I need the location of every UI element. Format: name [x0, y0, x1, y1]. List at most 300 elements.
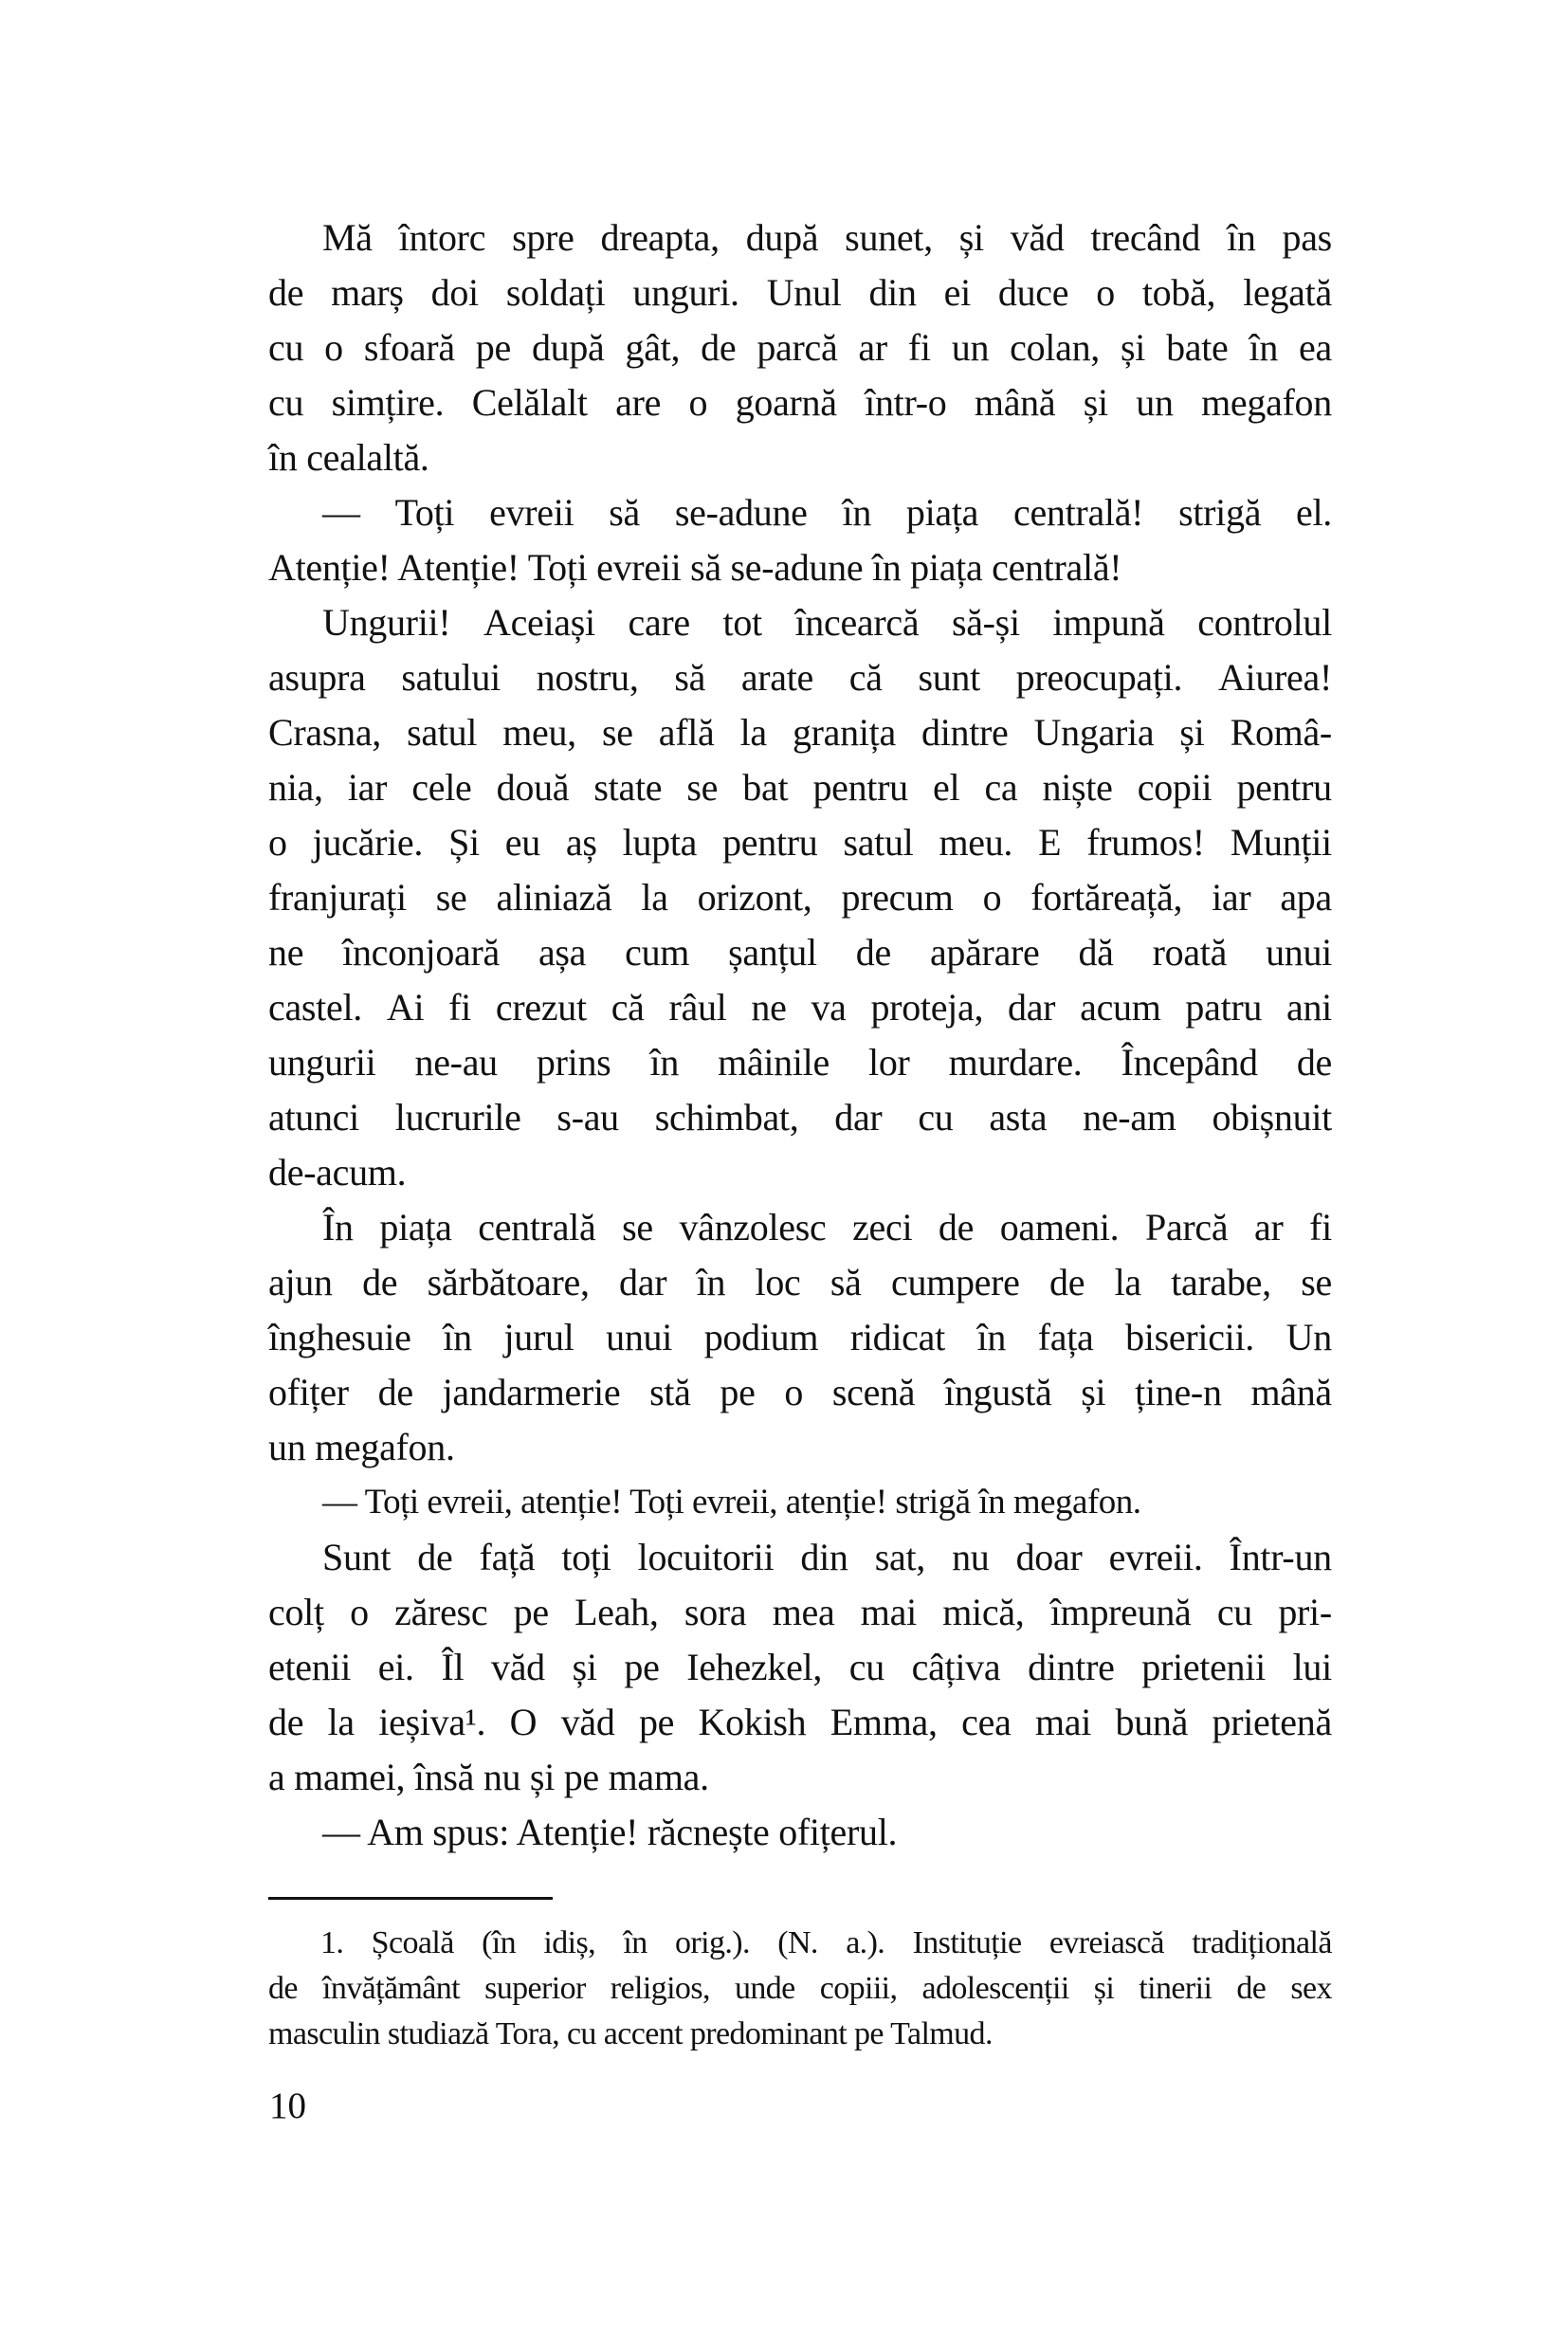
word: ei.	[377, 1646, 414, 1688]
word: precum	[841, 876, 954, 919]
word: Un	[1285, 1316, 1332, 1358]
word: care	[628, 601, 690, 644]
word: așa	[538, 931, 587, 974]
footnote-separator-rule	[268, 1897, 553, 1900]
word: murdare.	[948, 1041, 1083, 1084]
word: de	[417, 1536, 453, 1578]
word: în	[649, 1041, 680, 1084]
word: îngustă	[944, 1371, 1052, 1413]
word: fortăreață,	[1030, 876, 1183, 919]
word: dreapta,	[600, 216, 720, 259]
text-line	[268, 1585, 1332, 1640]
word: soldați	[505, 271, 606, 314]
word: pentru	[722, 821, 818, 864]
word: unui	[1266, 931, 1332, 974]
word: ne-au	[414, 1041, 498, 1084]
word: mai	[1034, 1701, 1092, 1743]
word: crezut	[495, 986, 587, 1029]
word: apărare	[929, 931, 1040, 974]
word: pentru	[1236, 766, 1332, 809]
word: pe	[624, 1646, 660, 1688]
word: râul	[668, 986, 727, 1029]
word: frumos!	[1086, 821, 1205, 864]
word: franjurați	[268, 876, 407, 919]
word: niște	[1042, 766, 1113, 809]
word: ani	[1286, 986, 1332, 1029]
word: apa	[1280, 876, 1332, 919]
word: lupta	[622, 821, 698, 864]
word: de	[938, 1206, 975, 1248]
word: ungurii	[268, 1041, 376, 1084]
word: idiș,	[543, 1925, 596, 1960]
word: Crasna,	[268, 711, 381, 754]
word: dintre	[1028, 1646, 1115, 1688]
word: jurul	[503, 1316, 574, 1358]
word: de	[701, 326, 737, 369]
text-line	[268, 925, 1332, 980]
word: să	[674, 656, 706, 699]
text-line	[268, 1966, 1332, 2012]
text-line	[268, 1255, 1332, 1310]
word: Și	[448, 821, 480, 864]
word: Toți	[394, 491, 455, 534]
text-line	[268, 210, 1332, 265]
word: strigă	[1178, 491, 1262, 534]
word: dar	[834, 1096, 883, 1139]
word: Ungaria	[1033, 711, 1155, 754]
word: se	[1301, 1261, 1332, 1303]
word: o	[784, 1371, 804, 1413]
word: sărbătoare,	[427, 1261, 590, 1303]
word: lui	[1292, 1646, 1332, 1688]
word: în	[1227, 216, 1256, 259]
word: va	[811, 986, 847, 1029]
word: Kokish	[698, 1701, 807, 1743]
word: locuitorii	[637, 1536, 775, 1578]
word: doi	[430, 271, 479, 314]
word: în	[696, 1261, 726, 1303]
word: de	[268, 271, 304, 314]
word: în	[623, 1925, 647, 1960]
word: o	[982, 876, 1002, 919]
word: de	[1296, 1041, 1332, 1084]
word: state	[593, 766, 663, 809]
text-line	[268, 980, 1332, 1035]
word: prietenii	[1141, 1646, 1266, 1688]
paragraph	[268, 1475, 1332, 1530]
word: tobă,	[1141, 271, 1216, 314]
word: ne-am	[1083, 1096, 1176, 1139]
text-line	[268, 705, 1332, 760]
word: copiii,	[819, 1971, 898, 2006]
word: sex	[1290, 1971, 1332, 2006]
word: cum	[625, 931, 690, 974]
word: Aceiași	[483, 601, 595, 644]
word: sunt	[918, 656, 980, 699]
word: etenii	[268, 1646, 352, 1688]
word: Sunt	[322, 1536, 392, 1578]
word: se	[686, 766, 719, 809]
word: —	[322, 491, 360, 534]
body-text	[268, 210, 1332, 1860]
word: meu.	[939, 821, 1013, 864]
word: nu	[952, 1536, 990, 1578]
word: satul	[407, 711, 478, 754]
word: legată	[1243, 271, 1332, 314]
word: pe	[475, 326, 511, 369]
word: el	[933, 766, 960, 809]
word: fi	[448, 986, 471, 1029]
word: zăresc	[394, 1591, 488, 1633]
text-line	[268, 1530, 1332, 1585]
word: vânzolesc	[679, 1206, 827, 1248]
word: ține-n	[1135, 1371, 1222, 1413]
word: O	[509, 1701, 538, 1743]
text-line	[268, 1200, 1332, 1255]
word: centrală!	[1013, 491, 1144, 534]
word: ar	[1253, 1206, 1284, 1248]
word: câțiva	[911, 1646, 1001, 1688]
word: spre	[512, 216, 574, 259]
paragraph	[268, 595, 1332, 1200]
word: din	[868, 271, 917, 314]
text-line: a mamei, însă nu și pe mama.	[268, 1756, 709, 1798]
word: Școală	[371, 1925, 454, 1960]
word: iar	[1212, 876, 1251, 919]
word: atunci	[268, 1096, 359, 1139]
word: trecând	[1090, 216, 1201, 259]
word: o	[324, 326, 343, 369]
word: ieșiva¹.	[378, 1701, 486, 1743]
word: bisericii.	[1125, 1316, 1254, 1358]
word: piața	[379, 1206, 452, 1248]
word: se	[435, 876, 467, 919]
word: 1.	[320, 1925, 344, 1960]
word: scenă	[831, 1371, 916, 1413]
word: fața	[1037, 1316, 1094, 1358]
word: Ai	[386, 986, 425, 1029]
page-number: 10	[269, 2086, 306, 2126]
word: marș	[331, 271, 404, 314]
word: ar	[858, 326, 887, 369]
text-line: un megafon.	[268, 1426, 455, 1468]
word: ea	[1299, 326, 1332, 369]
word: oameni.	[999, 1206, 1120, 1248]
word: bate	[1166, 326, 1229, 369]
word: Aiurea!	[1217, 656, 1332, 699]
text-line	[268, 1695, 1332, 1750]
word: cu	[918, 1096, 954, 1139]
text-line	[268, 265, 1332, 320]
word: la	[1114, 1261, 1141, 1303]
word: la	[641, 876, 668, 919]
text-line	[268, 760, 1332, 815]
word: lor	[868, 1041, 910, 1084]
word: văd	[560, 1701, 615, 1743]
paragraph	[268, 210, 1332, 485]
word: de	[268, 1701, 304, 1743]
word: simțire.	[331, 381, 445, 424]
word: și	[1093, 1971, 1115, 2006]
word: se	[622, 1206, 653, 1248]
word: Emma,	[830, 1701, 938, 1743]
word: dar	[619, 1261, 667, 1303]
text-line	[268, 870, 1332, 925]
word: ca	[984, 766, 1018, 809]
word: proteja,	[870, 986, 984, 1029]
word: să	[830, 1261, 862, 1303]
word: ne	[268, 931, 304, 974]
word: și	[1081, 1371, 1106, 1413]
word: impună	[1052, 601, 1165, 644]
word: Munții	[1230, 821, 1332, 864]
text-line: masculin studiază Tora, cu accent predominant pe Talmud.	[268, 2016, 993, 2051]
word: șanțul	[728, 931, 817, 974]
text-line	[268, 1921, 1332, 1966]
word: de	[362, 1261, 398, 1303]
word: Mă	[322, 216, 373, 259]
word: mai	[860, 1591, 917, 1633]
text-line: de-acum.	[268, 1151, 407, 1194]
word: să	[609, 491, 640, 534]
word: ajun	[268, 1261, 333, 1303]
word: duce	[997, 271, 1069, 314]
word: ofițer	[268, 1371, 349, 1413]
word: s-au	[556, 1096, 619, 1139]
word: sunet,	[845, 216, 933, 259]
word: două	[496, 766, 570, 809]
paragraph	[268, 1530, 1332, 1805]
word: podium	[703, 1316, 819, 1358]
word: după	[531, 326, 605, 369]
word: jandarmerie	[442, 1371, 621, 1413]
word: satului	[401, 656, 501, 699]
word: un	[1136, 381, 1174, 424]
word: pe	[720, 1371, 756, 1413]
word: față	[479, 1536, 536, 1578]
word: prietenă	[1212, 1701, 1332, 1743]
word: află	[658, 711, 715, 754]
word: Leah,	[574, 1591, 659, 1633]
word: de	[268, 1971, 298, 2006]
text-line	[268, 815, 1332, 870]
paragraph	[268, 1805, 1332, 1860]
text-line: în cealaltă.	[268, 436, 429, 479]
word: pri-	[1278, 1591, 1332, 1633]
word: orizont,	[697, 876, 812, 919]
word: dintre	[921, 711, 1009, 754]
word: aș	[565, 821, 597, 864]
word: văd	[1010, 216, 1065, 259]
word: unui	[606, 1316, 673, 1358]
word: bat	[742, 766, 789, 809]
word: colț	[268, 1591, 324, 1633]
word: Începând	[1121, 1041, 1258, 1084]
footnote-text	[268, 1921, 1332, 2057]
word: mână	[974, 381, 1056, 424]
word: goarnă	[735, 381, 837, 424]
text-line	[268, 1640, 1332, 1695]
word: doar	[1015, 1536, 1083, 1578]
word: piața	[905, 491, 979, 534]
word: bună	[1115, 1701, 1189, 1743]
word: o	[268, 821, 287, 864]
word: E	[1038, 821, 1062, 864]
word: prins	[536, 1041, 611, 1084]
word: evreii.	[1108, 1536, 1203, 1578]
word: centrală	[478, 1206, 596, 1248]
word: orig.).	[674, 1925, 750, 1960]
word: fi	[1309, 1206, 1332, 1248]
word: preocupați.	[1015, 656, 1183, 699]
word: obișnuit	[1212, 1096, 1332, 1139]
word: că	[848, 656, 883, 699]
word: și	[1179, 711, 1205, 754]
word: superior	[484, 1971, 586, 2006]
text-line	[268, 375, 1332, 430]
word: evreiască	[1048, 1925, 1164, 1960]
word: și	[572, 1646, 597, 1688]
word: la	[327, 1701, 355, 1743]
word: ridicat	[849, 1316, 945, 1358]
word: asta	[989, 1096, 1048, 1139]
word: copii	[1137, 766, 1212, 809]
word: să-și	[951, 601, 1020, 644]
word: văd	[491, 1646, 545, 1688]
word: Parcă	[1145, 1206, 1229, 1248]
word: Instituție	[912, 1925, 1022, 1960]
word: un	[951, 326, 990, 369]
word: tarabe,	[1171, 1261, 1271, 1303]
text-line	[268, 1310, 1332, 1365]
word: tradițională	[1192, 1925, 1332, 1960]
word: din	[800, 1536, 848, 1578]
text-line: — Am spus: Atenție! răcnește ofițerul.	[322, 1811, 898, 1853]
word: cu	[1216, 1591, 1252, 1633]
word: castel.	[268, 986, 362, 1029]
word: și	[958, 216, 984, 259]
word: meu,	[502, 711, 576, 754]
word: granița	[792, 711, 896, 754]
word: și	[1083, 381, 1108, 424]
word: ei	[943, 271, 971, 314]
word: întorc	[398, 216, 486, 259]
word: aliniază	[496, 876, 612, 919]
word: pentru	[812, 766, 908, 809]
word: gât,	[625, 326, 681, 369]
word: la	[739, 711, 767, 754]
word: loc	[755, 1261, 801, 1303]
word: tinerii	[1139, 1971, 1212, 2006]
text-line	[268, 1035, 1332, 1090]
word: o	[688, 381, 708, 424]
word: în	[443, 1316, 472, 1358]
word: ne	[751, 986, 787, 1029]
word: tot	[722, 601, 762, 644]
word: eu	[504, 821, 540, 864]
word: înconjoară	[342, 931, 500, 974]
word: zeci	[852, 1206, 913, 1248]
word: Îl	[441, 1646, 465, 1688]
word: Celălalt	[471, 381, 588, 424]
word: înghesuie	[268, 1316, 411, 1358]
paragraph	[268, 485, 1332, 595]
word: nia,	[268, 766, 323, 809]
word: controlul	[1197, 601, 1332, 644]
word: iar	[347, 766, 388, 809]
word: jucărie.	[312, 821, 424, 864]
word: nostru,	[536, 656, 639, 699]
word: (N.	[777, 1925, 818, 1960]
word: cea	[961, 1701, 1012, 1743]
word: mâinile	[718, 1041, 830, 1084]
word: sfoară	[363, 326, 455, 369]
word: de	[1049, 1261, 1085, 1303]
word: după	[745, 216, 819, 259]
word: se-adune	[674, 491, 808, 534]
word: În	[322, 1206, 354, 1248]
word: stă	[649, 1371, 691, 1413]
text-line	[268, 1365, 1332, 1420]
word: pas	[1282, 216, 1332, 259]
word: de	[1236, 1971, 1267, 2006]
word: cu	[268, 381, 304, 424]
text-line	[268, 485, 1332, 540]
word: arate	[740, 656, 814, 699]
word: dă	[1078, 931, 1114, 974]
word: în	[1249, 326, 1279, 369]
word: mână	[1250, 1371, 1332, 1413]
text-line	[268, 1090, 1332, 1145]
word: în	[842, 491, 872, 534]
word: fi	[907, 326, 931, 369]
word: Unul	[766, 271, 842, 314]
word: cu	[848, 1646, 884, 1688]
word: că	[611, 986, 645, 1029]
word: (în	[482, 1925, 517, 1960]
word: Ungurii!	[322, 601, 451, 644]
word: pe	[513, 1591, 549, 1633]
word: într-o	[865, 381, 947, 424]
word: învățământ	[321, 1971, 461, 2006]
word: mea	[772, 1591, 835, 1633]
text-line: — Toți evreii, atenție! Toți evreii, atenție! strigă în megafon.	[322, 1483, 1141, 1522]
word: are	[615, 381, 662, 424]
word: evreii	[489, 491, 574, 534]
word: el.	[1296, 491, 1332, 534]
word: o	[350, 1591, 369, 1633]
word: sat,	[874, 1536, 925, 1578]
word: cumpere	[891, 1261, 1020, 1303]
text-line: Atenție! Atenție! Toți evreii să se-adune în piața centrală!	[268, 546, 1122, 589]
word: parcă	[757, 326, 838, 369]
text-line	[268, 595, 1332, 650]
word: dar	[1008, 986, 1056, 1029]
word: cu	[268, 326, 304, 369]
word: încearcă	[794, 601, 920, 644]
text-line	[268, 320, 1332, 375]
word: adolescenții	[921, 1971, 1069, 2006]
paragraph	[268, 1200, 1332, 1475]
word: megafon	[1201, 381, 1332, 424]
word: și	[1120, 326, 1146, 369]
word: Iehezkel,	[686, 1646, 823, 1688]
word: patru	[1185, 986, 1263, 1029]
word: lucrurile	[394, 1096, 521, 1139]
word: schimbat,	[654, 1096, 799, 1139]
word: sora	[684, 1591, 747, 1633]
word: de	[377, 1371, 413, 1413]
